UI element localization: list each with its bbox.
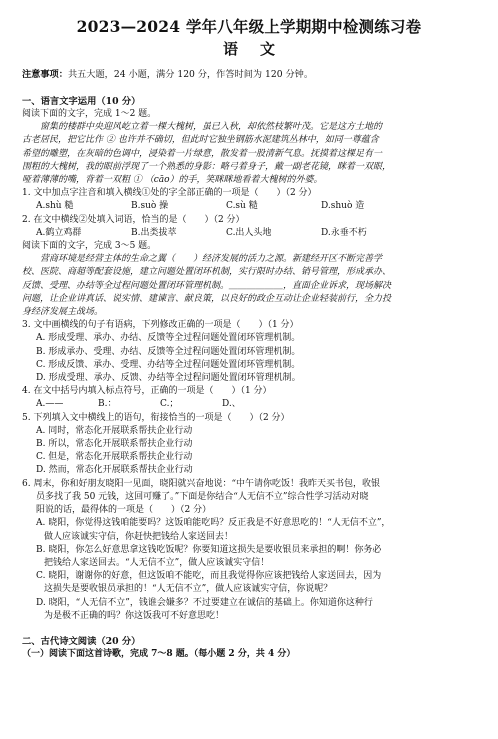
option: D. 晓阳，“人无信不立”，钱谁会嫌多？不过要建立在诚信的基础上。你知道你这种行 [36, 597, 373, 608]
passage2-line: 问题，让企业讲真话、说实情、建谏言、献良策，以良好的政企互动让企业轻装前行，全力投 [22, 293, 392, 304]
section2-heading: 二、古代诗文阅读（20 分） [22, 635, 141, 647]
option: C. 形成反馈、承办、受理、办结等全过程问题处置闭环管理机制。 [36, 359, 301, 370]
option-cont: 为是极不正确的吗？你这饭我可不好意思吃！ [44, 610, 225, 621]
intro-2: 阅读下面的文字，完成 3～5 题。 [22, 241, 157, 252]
section1-heading: 一、语言文字运用（10 分） [22, 96, 141, 107]
option: B.suò 操 [131, 201, 169, 212]
option: C.出人头地 [226, 227, 272, 238]
question-2: 2. 在文中横线②处填入词语，恰当的是（ ）（2 分） [22, 214, 245, 225]
intro-1: 阅读下面的文字，完成 1～2 题。 [22, 109, 157, 119]
passage-1 [22, 121, 476, 187]
passage1-line: 围粗的大槐树，我的眼前浮现了一个熟悉的身影：略弓着身子，戴一副老花镜，眯着一双眼， [22, 161, 392, 172]
notice [22, 68, 476, 81]
option: C. 晓阳，谢谢你的好意，但这饭咱不能吃，而且我觉得你应该把钱给人家送回去，因为 [36, 571, 382, 582]
option: C. 但是，常态化开展联系帮扶企业行动 [36, 452, 193, 463]
notice-text: 共五大题，24 小题，满分 120 分，作答时间为 120 分钟。 [67, 69, 314, 80]
passage2-line: 反馈、受理、办结等全过程问题处置闭环管理机制。＿＿＿＿＿＿，直面企业诉求，现场解决 [22, 280, 392, 291]
subject-title: 语文 [222, 40, 297, 58]
option: B. 所以，常态化开展联系帮扶企业行动 [36, 439, 193, 450]
question-5: 5. 下列填入文中横线上的语句，衔接恰当的一项是（ ）（2 分） [22, 412, 290, 423]
option: B. 形成承办、受理、办结、反馈等全过程问题处置闭环管理机制。 [36, 346, 301, 357]
passage2-line: 营商环境是经营主体的生命之翼（ ）经济发展的活力之源。新建经开区不断完善学 [40, 254, 383, 265]
q6-options [22, 517, 476, 623]
option: B.： [98, 399, 117, 410]
passage1-line: 哑着薄薄的嘴，背着一双粗 ① （cāo）的手，笑眯眯地看着大槐树的外婆。 [22, 175, 323, 186]
option: D.shuò 造 [321, 201, 365, 212]
q6-line: 6. 周末，你和好朋友晓阳一见面，晓阳就兴奋地说：“中午请你吃饭！我昨天买书包，收银 [22, 478, 381, 489]
option: A.—— [36, 399, 64, 410]
passage1-line: 古老居民，把它比作 ② 也许并不确切，但此时它独坐钢筋水泥建筑丛林中，如同一尊蕴含 [22, 135, 379, 146]
passage1-line: 窗集的楼群中央迎风屹立着一棵大槐树，虽已入秋，却依然枝繁叶茂。它是这方土地的 [40, 122, 383, 133]
notice-label: 注意事项： [22, 69, 68, 80]
option: A.鹤立鸡群 [36, 227, 82, 238]
option: B. 晓阳，你怎么好意思拿这钱吃饭呢？你要知道这损失是要收银员来承担的啊！你务必 [36, 544, 382, 555]
option: D. 然而，常态化开展联系帮扶企业行动 [36, 465, 193, 476]
question-3: 3. 文中画横线的句子有语病，下列修改正确的一项是（ ）（1 分） [22, 320, 299, 331]
option: C.； [160, 399, 179, 410]
option: A.shù 糙 [36, 201, 74, 212]
section2-sub: （一）阅读下面这首诗歌，完成 7～8 题。（每小题 2 分，共 4 分） [22, 648, 296, 659]
question-1: 1. 文中加点字注音和填入横线①处的字全部正确的一项是（ ）（2 分） [22, 188, 317, 199]
option-cont: 这损失是要收银员承担的！“人无信不立”，做人应该诚实守信，你说呢？ [44, 584, 333, 595]
option-cont: 把钱给人家送回去。“人无信不立”，做人应该诚实守信！ [44, 557, 270, 568]
passage1-line: 希望的雕塑，在灰暗的色调中，浸染着一片绿意，散发着一股清新气息。抚摸着这棵足有一 [22, 148, 383, 159]
q2-options [22, 227, 476, 240]
option: A. 形成受理、承办、办结、反馈等全过程问题处置闭环管理机制。 [36, 333, 301, 344]
question-4: 4. 在文中括号内填入标点符号，正确的一项是（ ）（1 分） [22, 386, 272, 397]
option-cont: 做人应该诚实守信，你赶快把钱给人家送回去！ [44, 531, 234, 542]
question-6 [22, 478, 476, 518]
q6-line: 阳说的话，最得体的一项是（ ）（2 分） [36, 505, 212, 516]
option: B.出类拔萃 [131, 227, 177, 238]
option: A. 晓阳，你觉得这钱咱能要吗？这饭咱能吃吗？反正我是不好意思吃的！“人无信不立”， [36, 518, 391, 529]
passage2-line: 身经济发展主战场。 [22, 307, 104, 318]
option: C.sù 糙 [226, 201, 258, 212]
q6-line: 员多找了我 50 元钱，这回可赚了。”下面是你结合“人无信不立”综合性学习活动对晓 [36, 491, 369, 502]
passage-2 [22, 253, 476, 319]
q1-options [22, 200, 476, 213]
option: D. 形成受理、承办、反馈、办结等全过程问题处置闭环管理机制。 [36, 373, 301, 384]
option: A. 同时，常态化开展联系帮扶企业行动 [36, 425, 193, 436]
exam-title: 2023—2024 学年八年级上学期期中检测练习卷 [76, 17, 422, 36]
option: D.永垂不朽 [321, 227, 367, 238]
passage2-line: 校、医院、商超等配套设施，建立问题处置闭环机制，实行限时办结、销号管理，形成承办、 [22, 267, 392, 278]
q4-options [22, 398, 476, 411]
option: D.、 [222, 399, 241, 410]
